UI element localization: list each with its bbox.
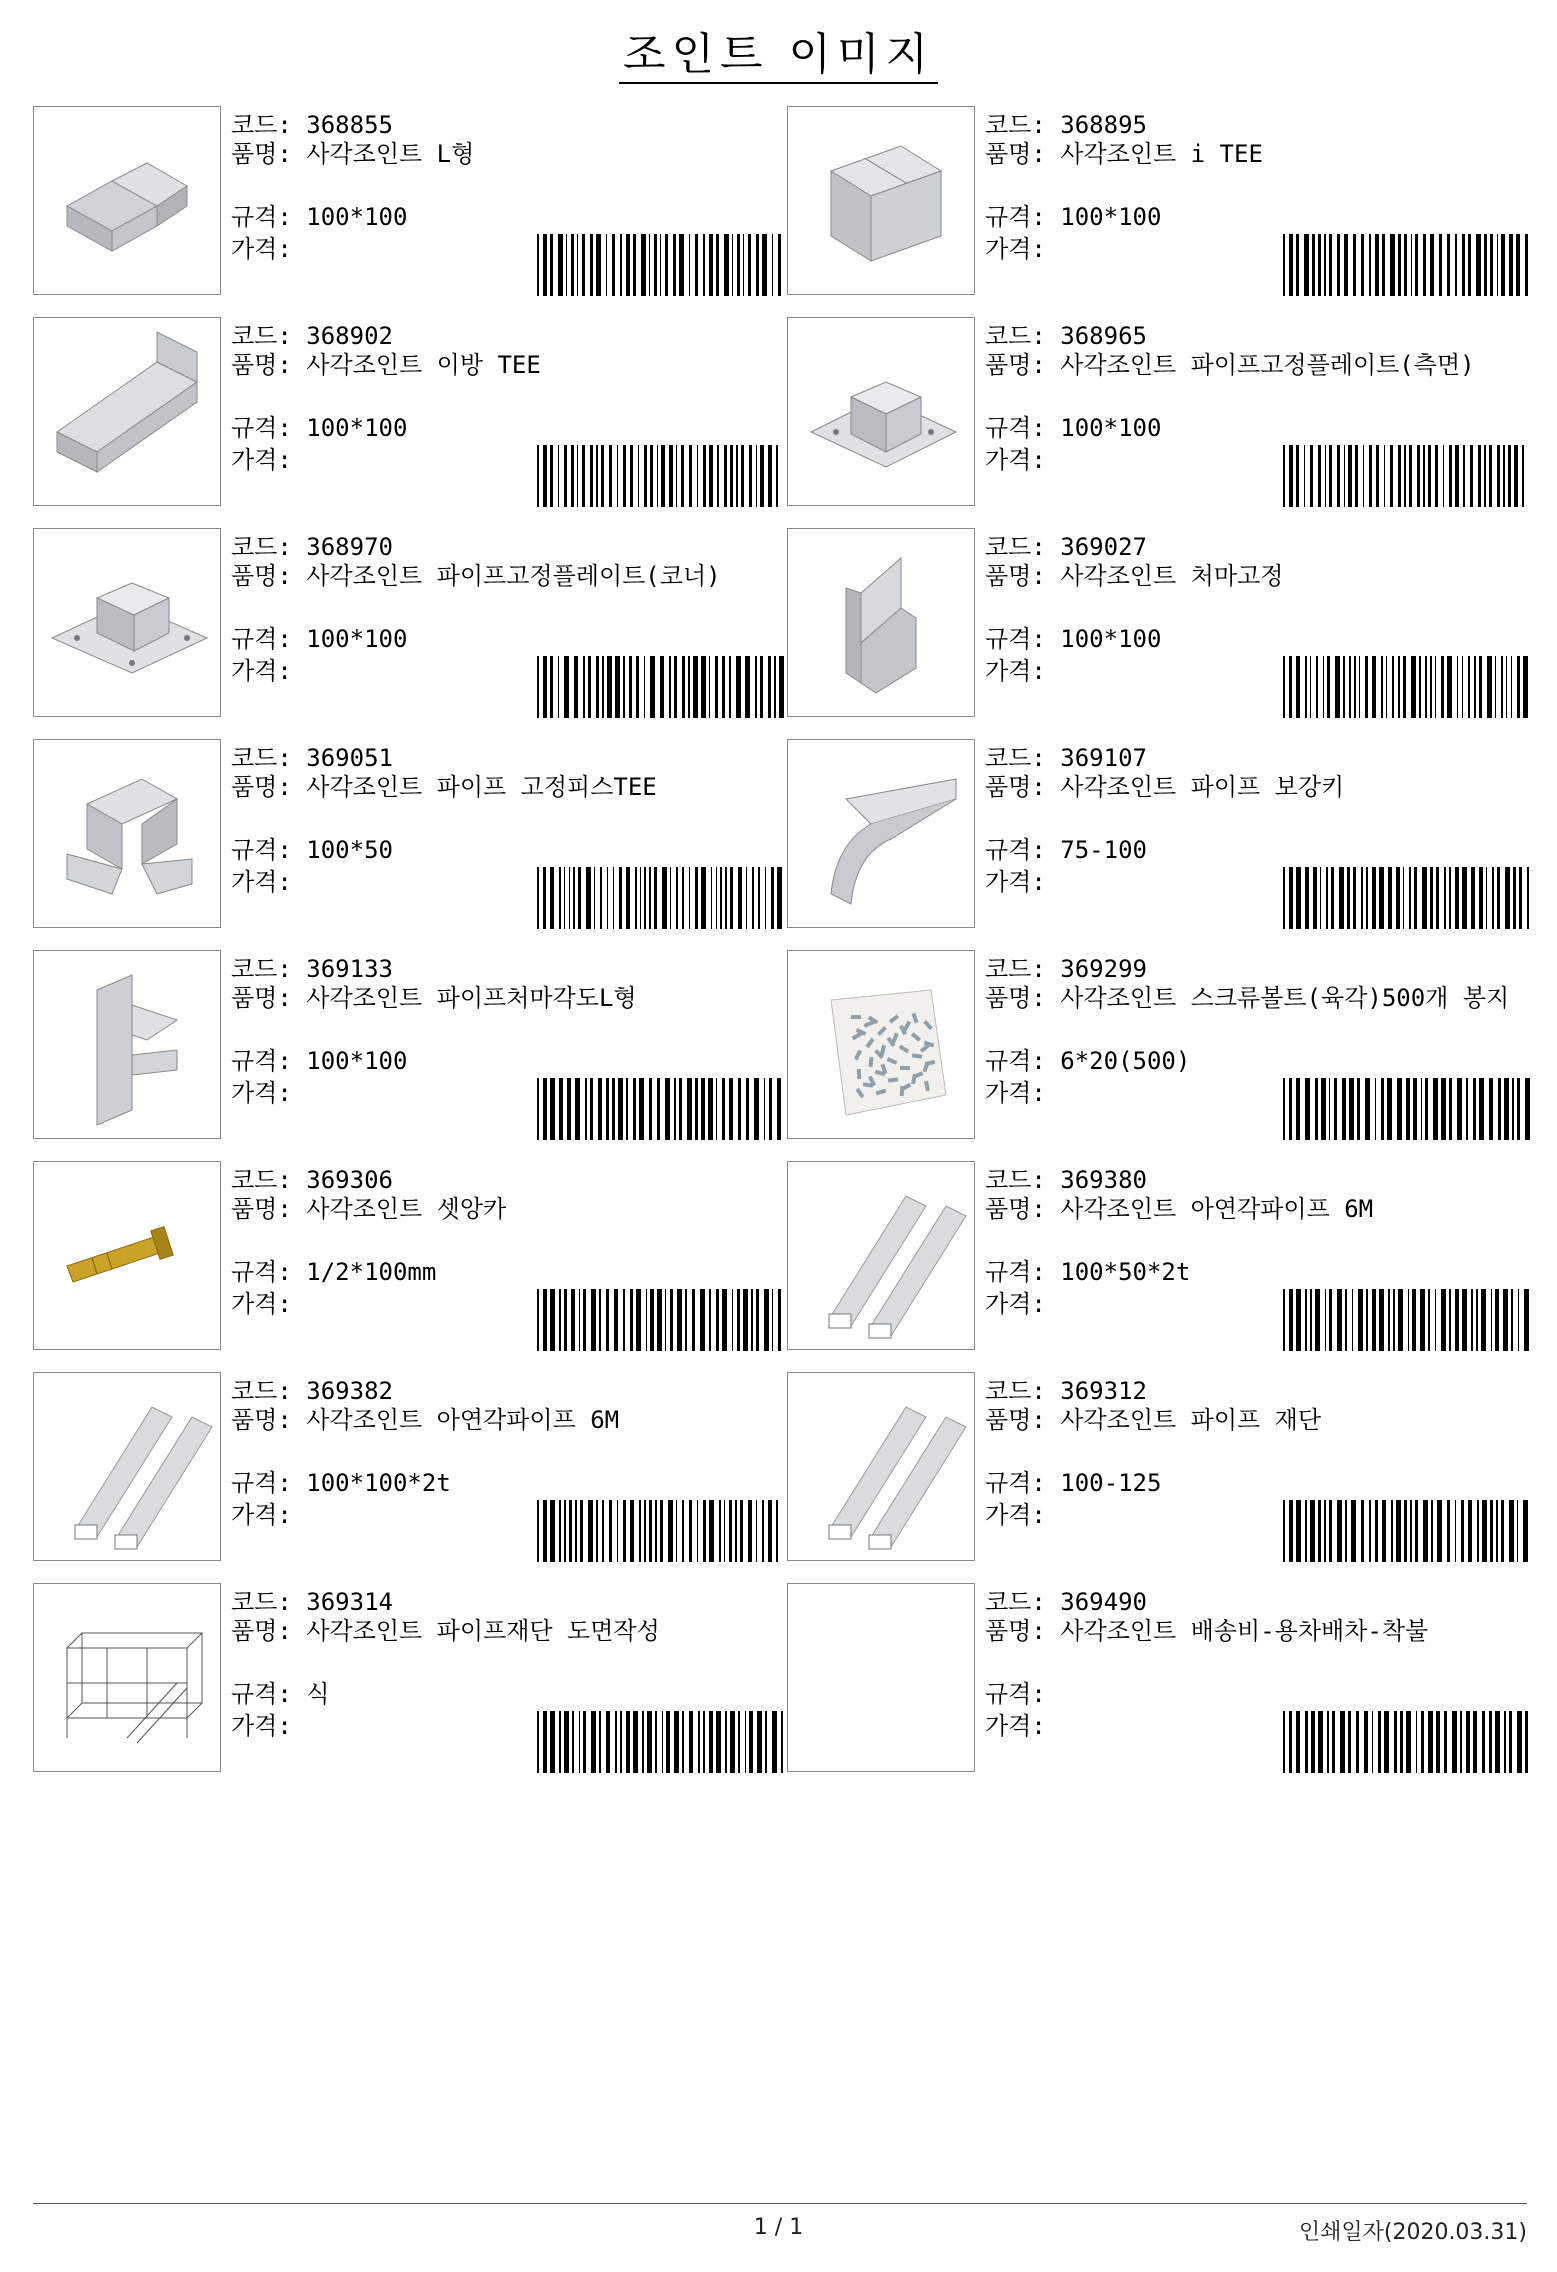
name-row <box>231 563 771 589</box>
name-label: 품명: <box>985 1406 1046 1434</box>
name-value: 사각조인트 파이프 재단 <box>1060 1406 1322 1434</box>
code-row <box>231 1165 393 1196</box>
spec-row <box>985 1046 1190 1077</box>
price-label: 가격: <box>985 868 1046 896</box>
name-row <box>231 1407 771 1433</box>
name-value: 사각조인트 배송비-용차배차-착불 <box>1060 1617 1429 1645</box>
barcode <box>1283 234 1533 296</box>
code-row <box>231 1376 393 1407</box>
name-value: 사각조인트 스크류볼트(육각)500개 봉지 <box>1060 984 1510 1012</box>
price-row <box>985 1078 1046 1109</box>
spec-value: 1/2*100mm <box>306 1258 437 1286</box>
name-row <box>231 1618 771 1644</box>
name-label: 품명: <box>231 351 292 379</box>
code-label: 코드: <box>985 744 1046 772</box>
price-row <box>985 234 1046 265</box>
name-label: 품명: <box>985 562 1046 590</box>
code-label: 코드: <box>231 1377 292 1405</box>
spec-row <box>985 1679 1046 1710</box>
price-label: 가격: <box>985 1501 1046 1529</box>
name-label: 품명: <box>985 1617 1046 1645</box>
code-label: 코드: <box>985 111 1046 139</box>
barcode <box>1283 1078 1533 1140</box>
price-row <box>231 867 292 898</box>
code-row <box>985 1165 1147 1196</box>
price-label: 가격: <box>231 1079 292 1107</box>
price-row <box>985 445 1046 476</box>
name-value: 사각조인트 파이프고정플레이트(측면) <box>1060 351 1475 379</box>
spec-value: 75-100 <box>1060 836 1147 864</box>
side-plate-icon <box>791 322 971 502</box>
product-image <box>787 1583 975 1772</box>
product-image <box>787 950 975 1139</box>
code-value: 368970 <box>306 533 393 561</box>
code-value: 369299 <box>1060 955 1147 983</box>
name-value: 사각조인트 파이프고정플레이트(코너) <box>306 562 721 590</box>
spec-row <box>231 413 407 444</box>
code-value: 369382 <box>306 1377 393 1405</box>
barcode <box>537 234 787 296</box>
product-image <box>787 1372 975 1561</box>
barcode <box>537 1078 787 1140</box>
barcode <box>1283 445 1533 507</box>
price-label: 가격: <box>985 235 1046 263</box>
page-title-text: 조인트 이미지 <box>619 29 938 84</box>
code-label: 코드: <box>985 955 1046 983</box>
code-value: 369133 <box>306 955 393 983</box>
code-value: 368902 <box>306 322 393 350</box>
spec-row <box>231 835 393 866</box>
screw-bag-icon <box>791 955 971 1135</box>
product-card <box>787 528 1533 739</box>
spec-value: 100*100*2t <box>306 1469 451 1497</box>
name-value: 사각조인트 파이프 보강키 <box>1060 773 1345 801</box>
spec-row <box>231 1046 407 1077</box>
page-number: 1 / 1 <box>753 2215 804 2240</box>
spec-label: 규격: <box>231 836 292 864</box>
spec-value: 100*100 <box>1060 203 1162 231</box>
name-label: 품명: <box>985 1195 1046 1223</box>
code-row <box>985 321 1147 352</box>
L-joint-icon <box>37 111 217 291</box>
name-value: 사각조인트 파이프처마각도L형 <box>306 984 637 1012</box>
product-card <box>33 1161 787 1372</box>
spec-row <box>985 835 1147 866</box>
name-label: 품명: <box>231 140 292 168</box>
barcode <box>537 1711 787 1773</box>
name-label: 품명: <box>231 773 292 801</box>
barcode <box>1283 1289 1533 1351</box>
code-value: 368855 <box>306 111 393 139</box>
code-label: 코드: <box>231 322 292 350</box>
price-label: 가격: <box>231 446 292 474</box>
code-label: 코드: <box>231 1166 292 1194</box>
barcode <box>1283 1711 1533 1773</box>
two-way-tee-icon <box>37 322 217 502</box>
spec-row <box>231 202 407 233</box>
name-value: 사각조인트 파이프 고정피스TEE <box>306 773 657 801</box>
price-label: 가격: <box>985 1079 1046 1107</box>
price-row <box>231 1500 292 1531</box>
name-value: 사각조인트 아연각파이프 6M <box>1060 1195 1374 1223</box>
price-row <box>985 867 1046 898</box>
print-date: 인쇄일자(2020.03.31) <box>1298 2220 1527 2245</box>
name-row <box>231 985 771 1011</box>
name-value: 사각조인트 L형 <box>306 140 475 168</box>
code-row <box>231 954 393 985</box>
spec-label: 규격: <box>985 1680 1046 1708</box>
spec-row <box>231 1468 451 1499</box>
price-label: 가격: <box>231 235 292 263</box>
spec-row <box>231 1679 329 1710</box>
name-row <box>985 1407 1525 1433</box>
spec-row <box>985 202 1161 233</box>
name-row <box>985 563 1525 589</box>
name-label: 품명: <box>231 1406 292 1434</box>
spec-row <box>985 413 1161 444</box>
code-label: 코드: <box>231 955 292 983</box>
name-label: 품명: <box>985 140 1046 168</box>
spec-value: 100*100 <box>1060 625 1162 653</box>
product-card <box>33 1372 787 1583</box>
code-label: 코드: <box>985 1377 1046 1405</box>
product-card <box>787 1583 1533 1794</box>
product-card <box>787 739 1533 950</box>
spec-row <box>231 624 407 655</box>
name-value: 사각조인트 파이프재단 도면작성 <box>306 1617 660 1645</box>
product-card <box>33 950 787 1161</box>
code-row <box>985 532 1147 563</box>
spec-row <box>231 1257 436 1288</box>
name-label: 품명: <box>985 773 1046 801</box>
code-label: 코드: <box>985 533 1046 561</box>
spec-label: 규격: <box>985 1047 1046 1075</box>
code-row <box>985 1376 1147 1407</box>
price-label: 가격: <box>231 657 292 685</box>
product-image <box>33 1161 221 1350</box>
price-row <box>231 234 292 265</box>
barcode <box>1283 656 1533 718</box>
name-label: 품명: <box>231 1195 292 1223</box>
price-label: 가격: <box>985 1290 1046 1318</box>
code-value: 369051 <box>306 744 393 772</box>
spec-row <box>985 1468 1161 1499</box>
code-value: 369107 <box>1060 744 1147 772</box>
price-label: 가격: <box>985 1712 1046 1740</box>
reinforcement-key-icon <box>791 744 971 924</box>
product-card <box>787 1372 1533 1583</box>
eave-angle-l-icon <box>37 955 217 1135</box>
price-row <box>231 1289 292 1320</box>
corner-plate-icon <box>37 533 217 713</box>
code-row <box>985 743 1147 774</box>
square-pipe-icon <box>37 1377 217 1557</box>
barcode <box>537 656 787 718</box>
product-image <box>787 106 975 295</box>
name-value: 사각조인트 이방 TEE <box>306 351 541 379</box>
name-row <box>231 1196 771 1222</box>
spec-value: 100*100 <box>306 414 408 442</box>
name-row <box>231 141 771 167</box>
spec-label: 규격: <box>231 625 292 653</box>
price-row <box>985 656 1046 687</box>
name-row <box>231 774 771 800</box>
product-card <box>33 106 787 317</box>
product-card <box>787 106 1533 317</box>
product-image <box>787 528 975 717</box>
price-row <box>985 1711 1046 1742</box>
spec-value: 식 <box>306 1680 330 1708</box>
code-row <box>985 110 1147 141</box>
name-row <box>985 774 1525 800</box>
barcode <box>537 867 787 929</box>
code-value: 369306 <box>306 1166 393 1194</box>
price-label: 가격: <box>231 1712 292 1740</box>
code-value: 368895 <box>1060 111 1147 139</box>
spec-label: 규격: <box>231 1469 292 1497</box>
product-image <box>33 1583 221 1772</box>
code-value: 369027 <box>1060 533 1147 561</box>
structure-drawing-icon <box>37 1588 217 1768</box>
name-row <box>231 352 771 378</box>
code-row <box>231 1587 393 1618</box>
spec-label: 규격: <box>985 414 1046 442</box>
product-image <box>33 528 221 717</box>
name-value: 사각조인트 셋앙카 <box>306 1195 507 1223</box>
product-image <box>33 106 221 295</box>
spec-value: 100*100 <box>1060 414 1162 442</box>
product-card <box>33 317 787 528</box>
product-card <box>33 1583 787 1794</box>
spec-value: 100*100 <box>306 1047 408 1075</box>
product-card <box>787 1161 1533 1372</box>
spec-label: 규격: <box>231 203 292 231</box>
fixing-tee-icon <box>37 744 217 924</box>
barcode <box>537 445 787 507</box>
product-grid <box>33 106 1533 1794</box>
code-label: 코드: <box>985 1588 1046 1616</box>
code-label: 코드: <box>231 744 292 772</box>
price-label: 가격: <box>985 446 1046 474</box>
name-row <box>985 985 1525 1011</box>
spec-label: 규격: <box>985 203 1046 231</box>
code-label: 코드: <box>985 322 1046 350</box>
price-row <box>231 1078 292 1109</box>
code-row <box>231 743 393 774</box>
name-label: 품명: <box>985 351 1046 379</box>
barcode <box>537 1500 787 1562</box>
name-label: 품명: <box>231 1617 292 1645</box>
square-pipe-icon <box>791 1166 971 1346</box>
code-label: 코드: <box>231 533 292 561</box>
footer-divider <box>33 2203 1527 2204</box>
spec-label: 규격: <box>985 836 1046 864</box>
set-anchor-icon <box>37 1166 217 1346</box>
spec-label: 규격: <box>985 1258 1046 1286</box>
spec-value: 100*100 <box>306 203 408 231</box>
code-value: 369490 <box>1060 1588 1147 1616</box>
i-tee-joint-icon <box>791 111 971 291</box>
spec-value: 100*50 <box>306 836 393 864</box>
spec-label: 규격: <box>231 1047 292 1075</box>
product-card <box>787 950 1533 1161</box>
spec-label: 규격: <box>985 1469 1046 1497</box>
code-row <box>985 1587 1147 1618</box>
name-value: 사각조인트 아연각파이프 6M <box>306 1406 620 1434</box>
name-row <box>985 1618 1525 1644</box>
code-label: 코드: <box>231 1588 292 1616</box>
spec-label: 규격: <box>985 625 1046 653</box>
spec-label: 규격: <box>231 414 292 442</box>
price-row <box>231 656 292 687</box>
code-value: 369312 <box>1060 1377 1147 1405</box>
product-image <box>33 317 221 506</box>
product-image <box>33 950 221 1139</box>
product-card <box>787 317 1533 528</box>
spec-value: 6*20(500) <box>1060 1047 1191 1075</box>
code-value: 368965 <box>1060 322 1147 350</box>
product-card <box>33 528 787 739</box>
name-label: 품명: <box>985 984 1046 1012</box>
price-label: 가격: <box>231 868 292 896</box>
name-row <box>985 352 1525 378</box>
name-label: 품명: <box>231 562 292 590</box>
spec-value: 100*100 <box>306 625 408 653</box>
price-row <box>231 1711 292 1742</box>
name-row <box>985 141 1525 167</box>
code-row <box>231 110 393 141</box>
spec-label: 규격: <box>231 1258 292 1286</box>
product-image <box>33 739 221 928</box>
code-label: 코드: <box>985 1166 1046 1194</box>
barcode <box>1283 1500 1533 1562</box>
spec-value: 100*50*2t <box>1060 1258 1191 1286</box>
spec-row <box>985 624 1161 655</box>
name-row <box>985 1196 1525 1222</box>
code-value: 369380 <box>1060 1166 1147 1194</box>
product-image <box>787 1161 975 1350</box>
spec-row <box>985 1257 1190 1288</box>
price-label: 가격: <box>231 1501 292 1529</box>
code-row <box>985 954 1147 985</box>
code-label: 코드: <box>231 111 292 139</box>
code-row <box>231 532 393 563</box>
price-label: 가격: <box>231 1290 292 1318</box>
product-image <box>787 317 975 506</box>
name-value: 사각조인트 처마고정 <box>1060 562 1284 590</box>
product-image <box>33 1372 221 1561</box>
code-value: 369314 <box>306 1588 393 1616</box>
price-label: 가격: <box>985 657 1046 685</box>
page-title <box>0 18 1557 82</box>
price-row <box>985 1500 1046 1531</box>
spec-value: 100-125 <box>1060 1469 1162 1497</box>
eave-bracket-icon <box>791 533 971 713</box>
product-image <box>787 739 975 928</box>
name-value: 사각조인트 i TEE <box>1060 140 1263 168</box>
code-row <box>231 321 393 352</box>
price-row <box>985 1289 1046 1320</box>
name-label: 품명: <box>231 984 292 1012</box>
product-card <box>33 739 787 950</box>
square-pipe-icon <box>791 1377 971 1557</box>
barcode <box>1283 867 1533 929</box>
spec-label: 규격: <box>231 1680 292 1708</box>
price-row <box>231 445 292 476</box>
barcode <box>537 1289 787 1351</box>
